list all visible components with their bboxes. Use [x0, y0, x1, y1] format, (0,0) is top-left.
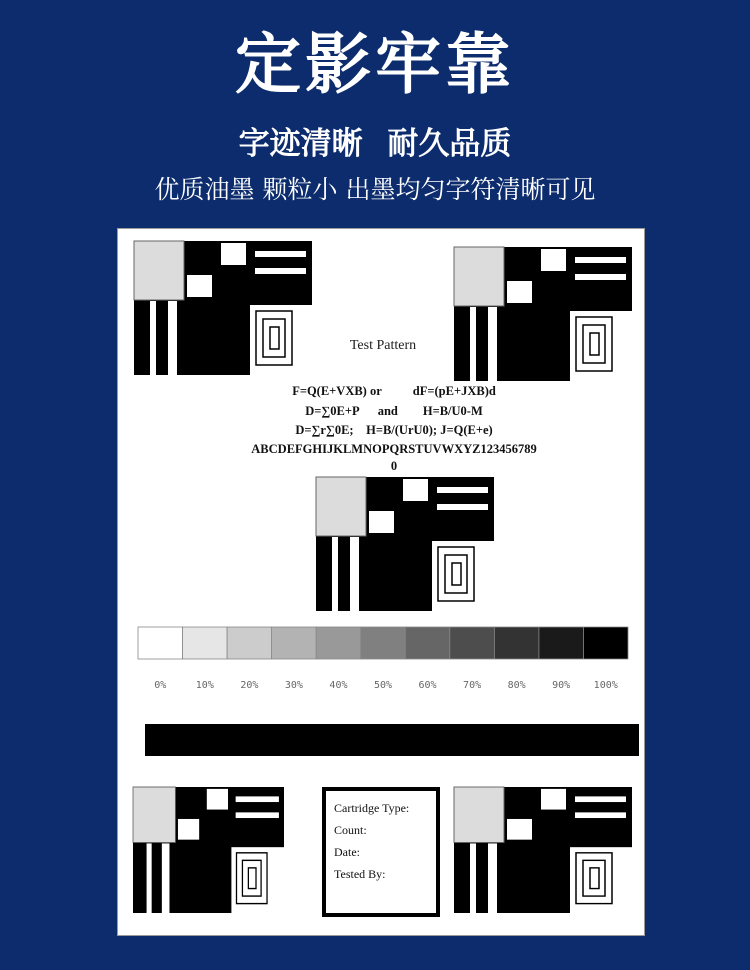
grayscale-step	[405, 627, 450, 659]
block-target-core	[452, 563, 461, 585]
block-target-core	[248, 868, 256, 889]
block-small-square	[507, 819, 532, 840]
block-bar	[350, 537, 359, 611]
info-count: Count:	[334, 823, 367, 837]
grayscale-label: 80%	[507, 680, 526, 691]
block-small-square	[507, 281, 532, 303]
block-line	[575, 796, 626, 802]
grayscale-label: 40%	[329, 680, 348, 691]
block-bar	[168, 301, 177, 375]
block-bar	[162, 843, 170, 913]
test-block-bottom-right	[454, 787, 632, 913]
grayscale-label: 30%	[284, 680, 303, 691]
test-block-top-right	[454, 247, 632, 381]
headline: 定影牢靠	[235, 26, 515, 103]
grayscale-label: 20%	[240, 680, 259, 691]
block-target-core	[270, 327, 279, 349]
alphabet-tail: 0	[390, 459, 398, 473]
block-bar	[470, 843, 476, 913]
block-small-square	[221, 243, 246, 265]
block-target-core	[590, 333, 599, 355]
block-line	[255, 268, 306, 274]
test-pattern-sheet	[117, 228, 645, 936]
info-date: Date:	[334, 845, 360, 859]
block-bar	[488, 307, 497, 381]
block-small-square	[207, 789, 228, 810]
grayscale-wedge	[138, 627, 628, 659]
block-small-square	[541, 249, 566, 271]
grayscale-step	[138, 627, 183, 659]
grayscale-step	[316, 627, 361, 659]
block-gray-square	[454, 787, 504, 842]
solid-black-bar	[145, 724, 639, 756]
block-line	[236, 796, 279, 802]
grayscale-step	[494, 627, 539, 659]
formula-line-3: D=∑r∑0E; H=B/(UrU0); J=Q(E+e)	[295, 423, 493, 437]
block-line	[236, 812, 279, 818]
grayscale-step	[227, 627, 272, 659]
grayscale-step	[539, 627, 584, 659]
block-bar	[147, 843, 152, 913]
block-gray-square	[454, 247, 504, 306]
grayscale-step	[361, 627, 406, 659]
block-gray-square	[316, 477, 366, 536]
description: 优质油墨 颗粒小 出墨均匀字符清晰可见	[154, 175, 596, 204]
block-line	[575, 274, 626, 280]
block-line	[575, 257, 626, 263]
grayscale-label: 0%	[154, 680, 167, 691]
formula-line-2: D=∑0E+P and H=B/U0-M	[305, 404, 483, 418]
grayscale-labels	[154, 680, 618, 691]
grayscale-label: 70%	[463, 680, 482, 691]
block-small-square	[187, 275, 212, 297]
block-bar	[332, 537, 338, 611]
grayscale-label: 10%	[195, 680, 214, 691]
grayscale-label: 60%	[418, 680, 437, 691]
block-small-square	[178, 819, 199, 840]
block-bar	[488, 843, 497, 913]
block-gray-square	[134, 241, 184, 300]
block-target-core	[590, 868, 599, 889]
alphabet-line: ABCDEFGHIJKLMNOPQRSTUVWXYZ123456789	[251, 442, 537, 456]
grayscale-step	[583, 627, 628, 659]
block-bar	[150, 301, 156, 375]
block-gray-square	[133, 787, 175, 842]
block-small-square	[369, 511, 394, 533]
info-tested-by: Tested By:	[334, 867, 386, 881]
grayscale-step	[450, 627, 495, 659]
grayscale-label: 50%	[373, 680, 393, 691]
grayscale-label: 100%	[593, 680, 618, 691]
test-block-center	[316, 477, 494, 611]
grayscale-label: 90%	[552, 680, 571, 691]
block-line	[437, 487, 488, 493]
grayscale-step	[272, 627, 317, 659]
block-line	[575, 812, 626, 818]
block-line	[255, 251, 306, 257]
info-cartridge-type: Cartridge Type:	[334, 801, 410, 815]
test-pattern-title: Test Pattern	[349, 338, 417, 353]
block-line	[437, 504, 488, 510]
block-bar	[470, 307, 476, 381]
subheadline: 字迹清晰 耐久品质	[238, 126, 512, 162]
block-small-square	[403, 479, 428, 501]
block-small-square	[541, 789, 566, 810]
test-block-top-left	[134, 241, 312, 375]
grayscale-step	[183, 627, 228, 659]
formula-line-1: F=Q(E+VXB) or dF=(pE+JXB)d	[292, 384, 496, 398]
test-block-bottom-left	[133, 787, 284, 913]
test-pattern-canvas	[118, 229, 646, 937]
